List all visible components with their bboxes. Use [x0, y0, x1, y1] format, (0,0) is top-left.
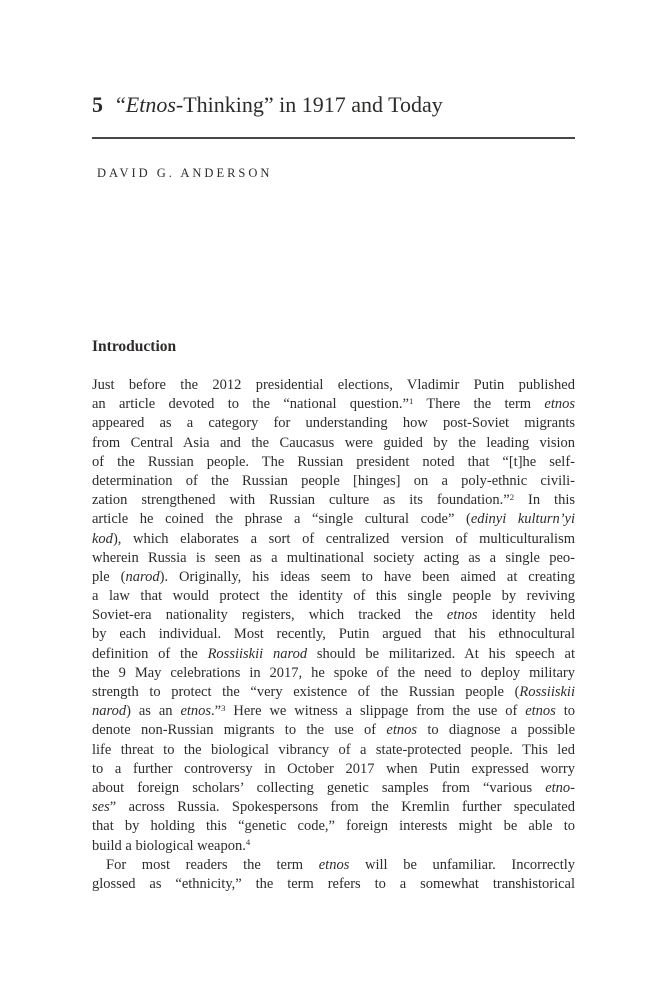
footnote-ref: 1 — [408, 395, 414, 406]
italic-term: narod — [125, 568, 160, 585]
italic-term: edinyi kulturn’yi — [470, 511, 576, 528]
italic-term: narod — [92, 703, 127, 720]
text-line: by each individual. Most recently, Putin argued that his ethnocultural — [92, 626, 575, 643]
text-line: about foreign scholars’ collecting genetic samples from “various etno- — [92, 779, 575, 796]
italic-term: etnos — [525, 703, 556, 720]
text-line: Soviet-era nationality registers, which tracked the etnos identity held — [92, 607, 576, 624]
text-line: article he coined the phrase a “single cultural code” (edinyi kulturn’yi — [92, 511, 576, 528]
italic-term: etnos — [318, 856, 350, 873]
text-line: a law that would protect the identity of this single people by reviving — [92, 588, 575, 605]
text-line: the 9 May celebrations in 2017, he spoke of the need to deploy military — [92, 664, 575, 681]
chapter-header — [92, 92, 575, 118]
text-line: Just before the 2012 presidential elections, Vladimir Putin published — [92, 377, 575, 393]
text-line: appeared as a category for understanding how post-Soviet migrants — [92, 415, 575, 432]
text-line: wherein Russia is seen as a multinational society acting as a single peo- — [92, 549, 575, 566]
italic-term: Etnos — [125, 92, 176, 117]
italic-term: etnos — [446, 607, 478, 624]
footnote-ref: 4 — [245, 837, 251, 848]
text-line: from Central Asia and the Caucasus were guided by the leading vision — [92, 434, 575, 451]
text-line: that by holding this “genetic code,” foreign interests might be able to — [92, 818, 575, 835]
footnote-ref: 3 — [221, 702, 226, 713]
chapter-title: “Etnos-Thinking” in 1917 and Today — [116, 92, 443, 117]
text-line: ple (narod). Originally, his ideas seem to have been aimed at creating — [92, 568, 575, 585]
footnote-ref: 2 — [509, 491, 515, 502]
text-line: of the Russian people. The Russian president noted that “[t]he self- — [92, 453, 575, 470]
text-line: ses” across Russia. Spokespersons from the Kremlin further speculated — [92, 799, 575, 816]
text-line: to a further controversy in October 2017 when Putin expressed worry — [92, 760, 575, 777]
author-name: DAVID G. ANDERSON — [97, 166, 273, 180]
body-text — [92, 376, 575, 894]
text-line: life threat to the biological vibrancy of a state-protected people. This led — [92, 741, 575, 758]
italic-term: Rossiiskii narod — [207, 645, 308, 662]
text-line: For most readers the term etnos will be unfamiliar. Incorrectly — [106, 856, 575, 873]
italic-term: Rossiiskii — [519, 684, 575, 700]
italic-term: etnos — [544, 396, 575, 413]
italic-term: kod — [92, 530, 113, 547]
italic-term: etno- — [545, 779, 575, 796]
text-line: build a biological weapon.$^4$ — [92, 837, 251, 854]
section-heading: Introduction — [92, 338, 177, 355]
title-divider — [92, 137, 575, 139]
text-line: glossed as “ethnicity,” the term refers to a somewhat transhistorical — [92, 875, 575, 892]
text-line: narod) as an etnos.”$^3$ Here we witness a slippage from the use of etnos to — [92, 702, 576, 720]
text-line: an article devoted to the “national question.”$^1$ There the term etnos — [92, 395, 575, 413]
text-line: zation strengthened with Russian culture as its foundation.”$^2$ In this — [92, 491, 575, 509]
text-line: determination of the Russian people [hinges] on a poly-ethnic civili- — [92, 472, 575, 489]
text-line: denote non-Russian migrants to the use of etnos to diagnose a possible — [92, 722, 576, 739]
text-line: kod), which elaborates a sort of centralized version of multiculturalism — [92, 530, 575, 547]
text-line: strength to protect the “very existence of the Russian people (Rossiiskii — [92, 684, 575, 700]
italic-term: ses — [92, 799, 110, 816]
chapter-number: 5 — [92, 92, 103, 117]
italic-term: etnos — [180, 703, 212, 720]
italic-term: etnos — [386, 722, 418, 739]
text-line: definition of the Rossiiskii narod should be militarized. At his speech at — [92, 645, 576, 662]
